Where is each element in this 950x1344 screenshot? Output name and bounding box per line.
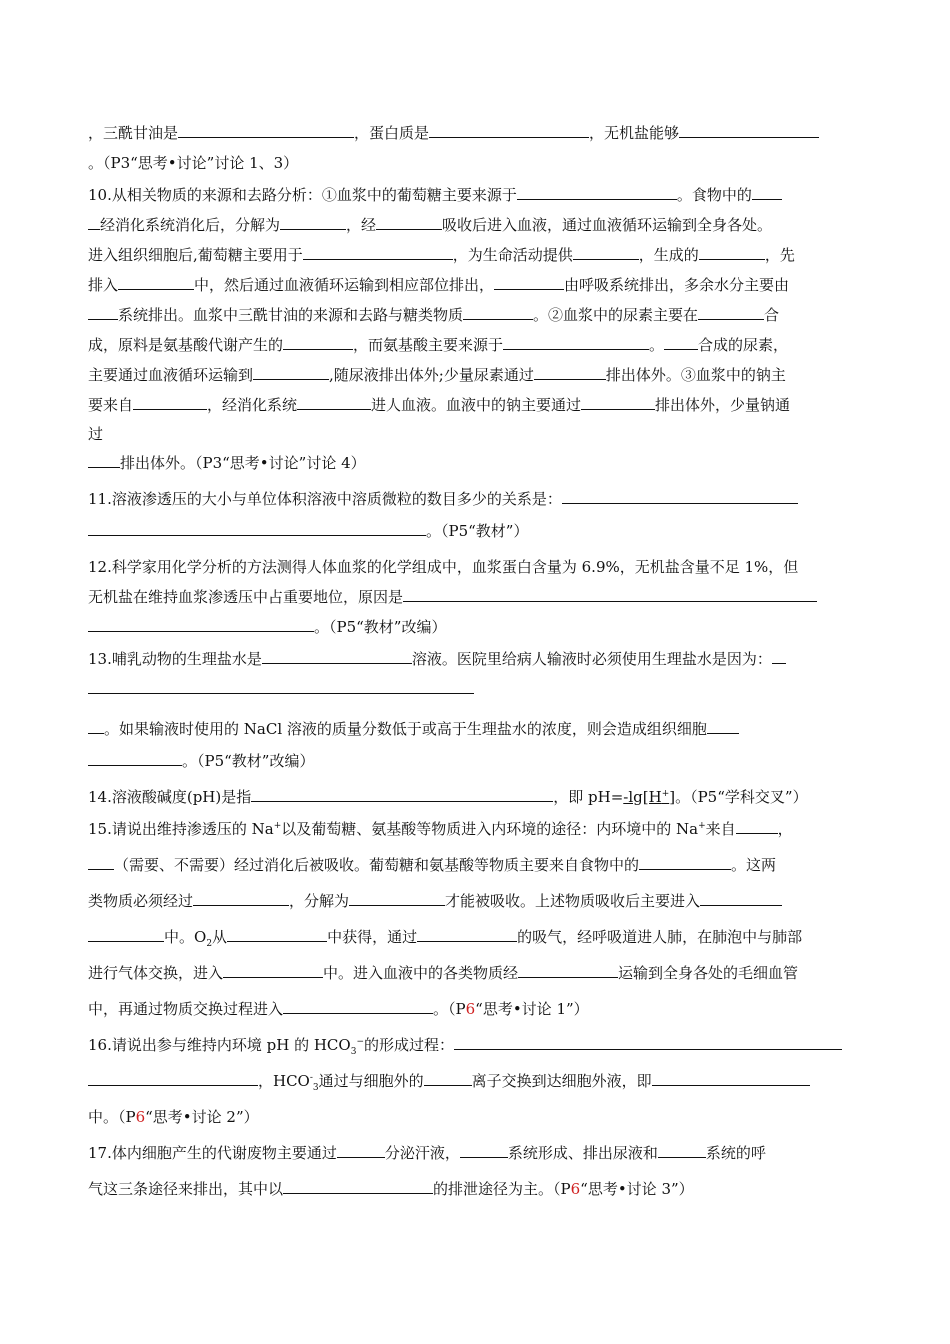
text: 系统的呼 bbox=[705, 1144, 766, 1162]
question-12-text: 12.科学家用化学分析的方法测得人体血浆的化学组成中，血浆蛋白含量为 6.9%，无机盐含量不足 1%，但 bbox=[88, 558, 799, 576]
subscript: 2 bbox=[206, 939, 213, 949]
answer-blank[interactable] bbox=[88, 450, 120, 468]
source-note: 排出体外。（P3“思考•讨论”讨论 4） bbox=[120, 454, 366, 472]
source-note: 中。（P bbox=[88, 1108, 136, 1126]
answer-blank[interactable] bbox=[297, 392, 371, 410]
answer-blank[interactable] bbox=[223, 960, 323, 978]
answer-blank[interactable] bbox=[707, 716, 739, 734]
page-number-red: 6 bbox=[465, 1000, 476, 1018]
source-note: 。（P5“学科交叉”） bbox=[675, 788, 808, 806]
text: 溶液。医院里给病人输液时必须使用生理盐水是因为： bbox=[411, 650, 772, 668]
answer-blank[interactable] bbox=[518, 960, 618, 978]
text: ，蛋白质是 bbox=[354, 124, 430, 142]
text: 运输到全身各处的毛细血管 bbox=[618, 964, 799, 982]
text: 中，再通过物质交换过程进入 bbox=[88, 1000, 284, 1018]
q15-line-1 bbox=[88, 814, 864, 844]
text: ，先 bbox=[764, 246, 795, 264]
q15-line-6 bbox=[88, 994, 864, 1024]
text: ,随尿液排出体外;少量尿素通过 bbox=[329, 366, 534, 384]
answer-blank[interactable] bbox=[88, 676, 474, 694]
answer-blank[interactable] bbox=[700, 888, 782, 906]
answer-blank[interactable] bbox=[699, 242, 765, 260]
text: 的吸气，经呼吸道进人肺，在肺泡中与肺部 bbox=[517, 928, 803, 946]
q12-line-3 bbox=[88, 612, 864, 642]
text: 才能被吸收。上述物质吸收后主要进入 bbox=[445, 892, 701, 910]
text: 来自 bbox=[705, 820, 736, 838]
text: 中。O bbox=[164, 928, 207, 946]
answer-blank[interactable] bbox=[88, 716, 104, 734]
answer-blank[interactable] bbox=[88, 614, 314, 632]
text: 以及葡萄糖、氨基酸等物质进入内环境的途径：内环境中的 Na bbox=[281, 820, 699, 838]
answer-blank[interactable] bbox=[193, 888, 289, 906]
answer-blank[interactable] bbox=[664, 332, 698, 350]
answer-blank[interactable] bbox=[283, 1176, 433, 1194]
q17-line-2 bbox=[88, 1174, 864, 1204]
q10-line-6 bbox=[88, 330, 864, 360]
text: 过 bbox=[88, 425, 104, 443]
q13-line-1 bbox=[88, 644, 864, 674]
answer-blank[interactable] bbox=[679, 120, 819, 138]
answer-blank[interactable] bbox=[88, 924, 164, 942]
text: 中，然后通过血液循环运输到相应部位排出， bbox=[194, 276, 495, 294]
q9-line-2 bbox=[88, 148, 864, 178]
answer-blank[interactable] bbox=[88, 1068, 258, 1086]
answer-blank[interactable] bbox=[494, 272, 564, 290]
q10-line-8 bbox=[88, 390, 864, 420]
q15-line-3 bbox=[88, 886, 864, 916]
answer-blank[interactable] bbox=[178, 120, 354, 138]
answer-blank[interactable] bbox=[303, 242, 453, 260]
source-note: “思考•讨论 3”） bbox=[580, 1180, 694, 1198]
question-15-text: 15.请说出维持渗透压的 Na bbox=[88, 820, 274, 838]
text: 排入 bbox=[88, 276, 119, 294]
text: ，而氨基酸主要来源于 bbox=[353, 336, 504, 354]
text: ，即 pH= bbox=[553, 788, 624, 806]
text: ，经消化系统 bbox=[207, 396, 298, 414]
source-note: 的排泄途径为主。（P bbox=[433, 1180, 571, 1198]
answer-blank[interactable] bbox=[424, 1068, 472, 1086]
answer-blank[interactable] bbox=[251, 784, 553, 802]
answer-blank[interactable] bbox=[88, 748, 182, 766]
q10-line-3 bbox=[88, 240, 864, 270]
answer-blank[interactable] bbox=[658, 1140, 706, 1158]
answer-blank[interactable] bbox=[88, 212, 100, 230]
q17-line-1 bbox=[88, 1138, 864, 1168]
text: 。 bbox=[649, 336, 665, 354]
answer-blank[interactable] bbox=[581, 392, 655, 410]
answer-blank[interactable] bbox=[253, 362, 329, 380]
text: 系统形成、排出尿液和 bbox=[507, 1144, 658, 1162]
text: 进人血液。血液中的钠主要通过 bbox=[371, 396, 582, 414]
superscript: - bbox=[309, 1073, 313, 1083]
q10-line-1 bbox=[88, 180, 864, 210]
text: ，为生命活动提供 bbox=[452, 246, 573, 264]
q13-line-3 bbox=[88, 714, 864, 744]
source-note: 。（P bbox=[433, 1000, 466, 1018]
source-note: “思考•讨论 1”） bbox=[475, 1000, 589, 1018]
text: 从 bbox=[212, 928, 228, 946]
superscript: − bbox=[356, 1037, 364, 1047]
answer-blank[interactable] bbox=[698, 302, 764, 320]
question-11-text: 11.溶液渗透压的大小与单位体积溶液中溶质微粒的数目多少的关系是： bbox=[88, 490, 562, 508]
page-number-red: 6 bbox=[135, 1108, 146, 1126]
text: 类物质必须经过 bbox=[88, 892, 194, 910]
source-note: 。（P5“教材”改编） bbox=[182, 752, 315, 770]
q15-line-4 bbox=[88, 922, 864, 952]
answer-blank[interactable] bbox=[376, 212, 442, 230]
q16-line-1 bbox=[88, 1030, 864, 1060]
subscript: 3 bbox=[312, 1083, 319, 1093]
text: 分泌汗液， bbox=[384, 1144, 460, 1162]
text: 排出体外，少量钠通 bbox=[655, 396, 791, 414]
answer-blank[interactable] bbox=[752, 182, 782, 200]
q15-line-5 bbox=[88, 958, 864, 988]
text: 。②血浆中的尿素主要在 bbox=[533, 306, 699, 324]
formula-text: ] bbox=[669, 788, 676, 806]
answer-blank[interactable] bbox=[403, 584, 817, 602]
answer-blank[interactable] bbox=[652, 1068, 810, 1086]
answer-blank[interactable] bbox=[349, 888, 445, 906]
text: 通过与细胞外的 bbox=[318, 1072, 424, 1090]
text: 气这三条途径来排出，其中以 bbox=[88, 1180, 284, 1198]
text: 由呼吸系统排出，多余水分主要由 bbox=[564, 276, 790, 294]
answer-blank[interactable] bbox=[88, 852, 114, 870]
q10-line-10 bbox=[88, 448, 864, 478]
text: 进行气体交换，进入 bbox=[88, 964, 224, 982]
text: 排出体外。③血浆中的钠主 bbox=[605, 366, 786, 384]
subscript: 3 bbox=[350, 1047, 357, 1057]
q15-line-2 bbox=[88, 850, 864, 880]
text: 无机盐在维持血浆渗透压中占重要地位，原因是 bbox=[88, 588, 404, 606]
answer-blank[interactable] bbox=[573, 242, 639, 260]
q9-line-1 bbox=[88, 118, 864, 148]
text: 。食物中的 bbox=[676, 186, 752, 204]
source-note: 。（P5“教材”改编） bbox=[314, 618, 447, 636]
text: 要来自 bbox=[88, 396, 134, 414]
answer-blank[interactable] bbox=[280, 212, 346, 230]
q12-line-1 bbox=[88, 552, 864, 582]
text: ， bbox=[777, 820, 793, 838]
q13-line-2 bbox=[88, 674, 864, 704]
text: 中获得，通过 bbox=[327, 928, 418, 946]
text: 进入组织细胞后,葡萄糖主要用于 bbox=[88, 246, 303, 264]
q13-line-4 bbox=[88, 746, 864, 776]
answer-blank[interactable] bbox=[262, 646, 412, 664]
text: ，生成的 bbox=[638, 246, 699, 264]
formula-text: -lg[H bbox=[623, 788, 662, 806]
question-13-text: 13.哺乳动物的生理盐水是 bbox=[88, 650, 262, 668]
ph-formula bbox=[623, 788, 675, 806]
q11-line-2 bbox=[88, 516, 864, 546]
text: 系统排出。血浆中三酰甘油的来源和去路与糖类物质 bbox=[118, 306, 464, 324]
q10-line-2 bbox=[88, 210, 864, 240]
answer-blank[interactable] bbox=[639, 852, 731, 870]
q11-line-1 bbox=[88, 484, 864, 514]
q16-line-3 bbox=[88, 1102, 864, 1132]
superscript: + bbox=[661, 789, 670, 799]
text: 离子交换到达细胞外液，即 bbox=[471, 1072, 652, 1090]
answer-blank[interactable] bbox=[454, 1032, 842, 1050]
answer-blank[interactable] bbox=[227, 924, 327, 942]
answer-blank[interactable] bbox=[88, 302, 118, 320]
text: ，经 bbox=[346, 216, 377, 234]
text: 。这两 bbox=[731, 856, 777, 874]
answer-blank[interactable] bbox=[460, 1140, 508, 1158]
q10-line-9 bbox=[88, 420, 864, 448]
text: ，分解为 bbox=[289, 892, 350, 910]
answer-blank[interactable] bbox=[118, 272, 194, 290]
text: 主要通过血液循环运输到 bbox=[88, 366, 254, 384]
superscript: + bbox=[273, 821, 282, 831]
text: 成，原料是氨基酸代谢产生的 bbox=[88, 336, 284, 354]
text: 合 bbox=[764, 306, 780, 324]
answer-blank[interactable] bbox=[463, 302, 533, 320]
q10-line-7 bbox=[88, 360, 864, 390]
text: ，无机盐能够 bbox=[589, 124, 680, 142]
answer-blank[interactable] bbox=[133, 392, 207, 410]
answer-blank[interactable] bbox=[517, 182, 677, 200]
question-17-text: 17.体内细胞产生的代谢废物主要通过 bbox=[88, 1144, 337, 1162]
q10-line-5 bbox=[88, 300, 864, 330]
worksheet bbox=[88, 118, 864, 1204]
question-16-text: 16.请说出参与维持内环境 pH 的 HCO bbox=[88, 1036, 351, 1054]
text: 吸收后进入血液，通过血液循环运输到全身各处。 bbox=[442, 216, 773, 234]
answer-blank[interactable] bbox=[429, 120, 589, 138]
answer-blank[interactable] bbox=[534, 362, 606, 380]
answer-blank[interactable] bbox=[283, 996, 433, 1014]
source-note: 。（P3“思考•讨论”讨论 1、3） bbox=[88, 154, 299, 172]
text: 。如果输液时使用的 NaCl 溶液的质量分数低于或高于生理盐水的浓度，则会造成组织细胞 bbox=[104, 720, 707, 738]
superscript: + bbox=[698, 821, 706, 831]
text: （需要、不需要）经过消化后被吸收。葡萄糖和氨基酸等物质主要来自食物中的 bbox=[114, 856, 640, 874]
text: ，三酰甘油是 bbox=[88, 124, 179, 142]
answer-blank[interactable] bbox=[417, 924, 517, 942]
text: 的形成过程： bbox=[363, 1036, 454, 1054]
answer-blank[interactable] bbox=[88, 518, 426, 536]
text: 经消化系统消化后，分解为 bbox=[100, 216, 281, 234]
q14-line bbox=[88, 782, 864, 812]
answer-blank[interactable] bbox=[337, 1140, 385, 1158]
q10-line-4 bbox=[88, 270, 864, 300]
page-number-red: 6 bbox=[570, 1180, 581, 1198]
q12-line-2 bbox=[88, 582, 864, 612]
question-14-text: 14.溶液酸碱度(pH)是指 bbox=[88, 788, 252, 806]
source-note: 。（P5“教材”） bbox=[426, 522, 529, 540]
text: 合成的尿素， bbox=[698, 336, 789, 354]
answer-blank[interactable] bbox=[736, 816, 778, 834]
answer-blank[interactable] bbox=[283, 332, 353, 350]
question-10-text: 10.从相关物质的来源和去路分析：①血浆中的葡萄糖主要来源于 bbox=[88, 186, 517, 204]
source-note: “思考•讨论 2”） bbox=[145, 1108, 259, 1126]
q16-line-2 bbox=[88, 1066, 864, 1096]
answer-blank[interactable] bbox=[562, 486, 798, 504]
text: ，HCO bbox=[258, 1072, 310, 1090]
answer-blank[interactable] bbox=[772, 646, 786, 664]
answer-blank[interactable] bbox=[503, 332, 649, 350]
text: 中。进入血液中的各类物质经 bbox=[323, 964, 519, 982]
